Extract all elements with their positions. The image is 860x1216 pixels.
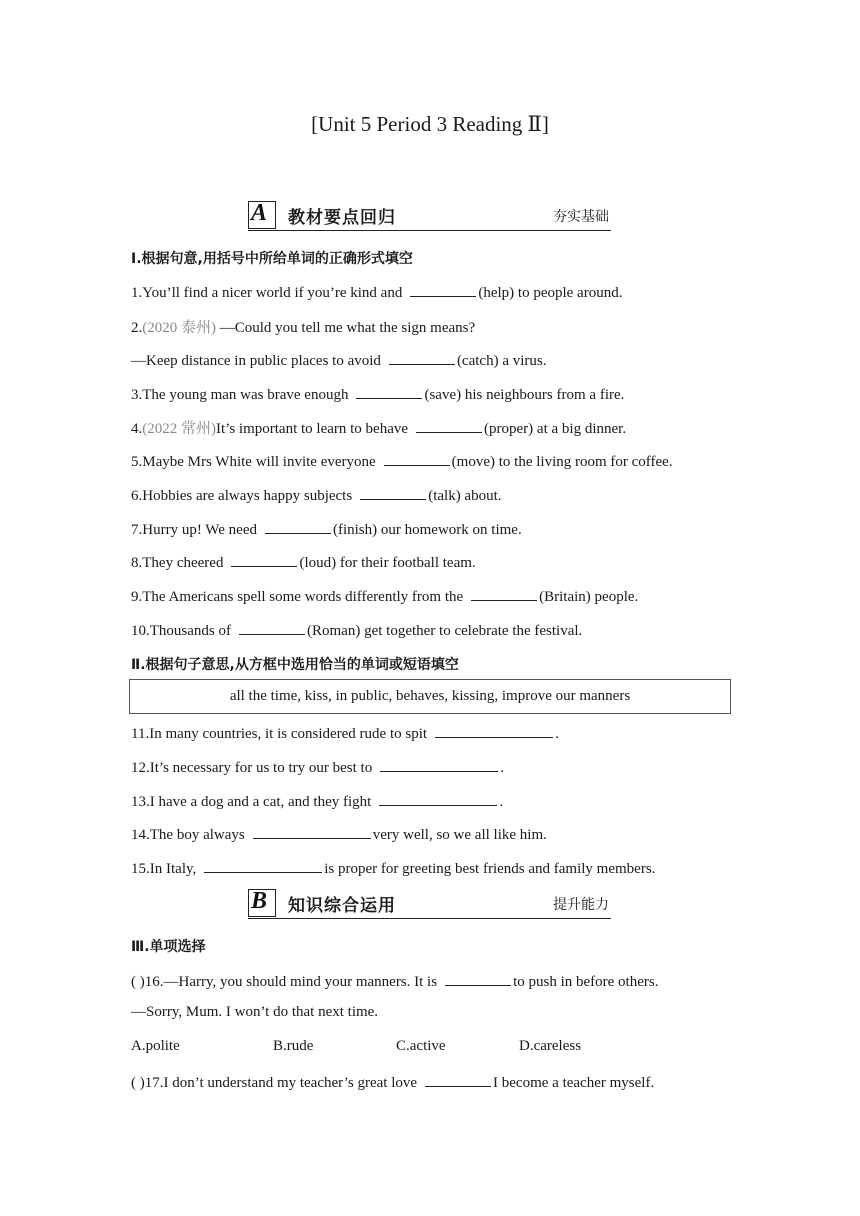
section-1-heading: Ⅰ.根据句意,用括号中所给单词的正确形式填空 [131, 251, 413, 267]
question-8: 8.They cheered (loud) for their football team. [131, 552, 476, 572]
answer-blank[interactable] [379, 791, 497, 806]
option-a[interactable]: A.polite [131, 1038, 180, 1054]
answer-blank[interactable] [416, 418, 482, 433]
answer-blank[interactable] [384, 451, 450, 466]
word-box: all the time, kiss, in public, behaves, kissing, improve our manners [129, 679, 731, 714]
answer-blank[interactable] [356, 384, 422, 399]
answer-blank[interactable] [253, 824, 371, 839]
badge-a-icon: A [248, 201, 276, 229]
option-c[interactable]: C.active [396, 1038, 446, 1054]
answer-blank[interactable] [389, 350, 455, 365]
option-d[interactable]: D.careless [519, 1038, 582, 1054]
question-2-reply: —Keep distance in public places to avoid (catch) a virus. [131, 350, 546, 370]
banner-b-title: 知识综合运用 [288, 896, 396, 916]
question-13: 13.I have a dog and a cat, and they fight . [131, 791, 503, 811]
badge-b-icon: B [248, 889, 276, 917]
question-16: ( )16.—Harry, you should mind your manners. It is to push in before others. [131, 971, 658, 991]
source-tag: (2022 常州) [142, 421, 216, 437]
question-15: 15.In Italy, is proper for greeting best friends and family members. [131, 858, 655, 878]
answer-blank[interactable] [471, 586, 537, 601]
banner-a-subtitle: 夯实基础 [553, 209, 609, 225]
answer-blank[interactable] [265, 519, 331, 534]
answer-blank[interactable] [231, 552, 297, 567]
question-6: 6.Hobbies are always happy subjects (talk) about. [131, 485, 502, 505]
answer-blank[interactable] [239, 620, 305, 635]
question-4: 4.(2022 常州)It’s important to learn to behave (proper) at a big dinner. [131, 417, 626, 438]
page-title: [Unit 5 Period 3 Reading Ⅱ] [311, 112, 549, 136]
answer-blank[interactable] [425, 1072, 491, 1087]
question-14: 14.The boy always very well, so we all like him. [131, 824, 547, 844]
answer-blank[interactable] [360, 485, 426, 500]
section-banner-a [248, 200, 611, 231]
answer-blank[interactable] [445, 971, 511, 986]
answer-blank[interactable] [435, 723, 553, 738]
banner-a-title: 教材要点回归 [288, 208, 396, 228]
answer-blank[interactable] [380, 757, 498, 772]
source-tag: (2020 泰州) [142, 320, 216, 336]
question-11: 11.In many countries, it is considered rude to spit . [131, 723, 559, 743]
answer-blank[interactable] [410, 282, 476, 297]
section-banner-b [248, 888, 611, 919]
question-16-reply: —Sorry, Mum. I won’t do that next time. [131, 1004, 379, 1020]
question-3: 3.The young man was brave enough (save) his neighbours from a fire. [131, 384, 624, 404]
question-1: 1.You’ll find a nicer world if you’re kind and (help) to people around. [131, 282, 622, 302]
question-7: 7.Hurry up! We need (finish) our homework on time. [131, 519, 522, 539]
section-2-heading: Ⅱ.根据句子意思,从方框中选用恰当的单词或短语填空 [131, 657, 459, 673]
question-17: ( )17.I don’t understand my teacher’s great love I become a teacher myself. [131, 1072, 654, 1092]
question-2: 2.(2020 泰州) —Could you tell me what the sign means? [131, 320, 476, 336]
banner-b-subtitle: 提升能力 [553, 897, 609, 913]
question-9: 9.The Americans spell some words differently from the (Britain) people. [131, 586, 638, 606]
question-12: 12.It’s necessary for us to try our best to . [131, 757, 504, 777]
answer-blank[interactable] [204, 858, 322, 873]
question-5: 5.Maybe Mrs White will invite everyone (move) to the living room for coffee. [131, 451, 673, 471]
question-10: 10.Thousands of (Roman) get together to celebrate the festival. [131, 620, 582, 640]
section-3-heading: Ⅲ.单项选择 [131, 939, 206, 955]
option-b[interactable]: B.rude [273, 1038, 314, 1054]
